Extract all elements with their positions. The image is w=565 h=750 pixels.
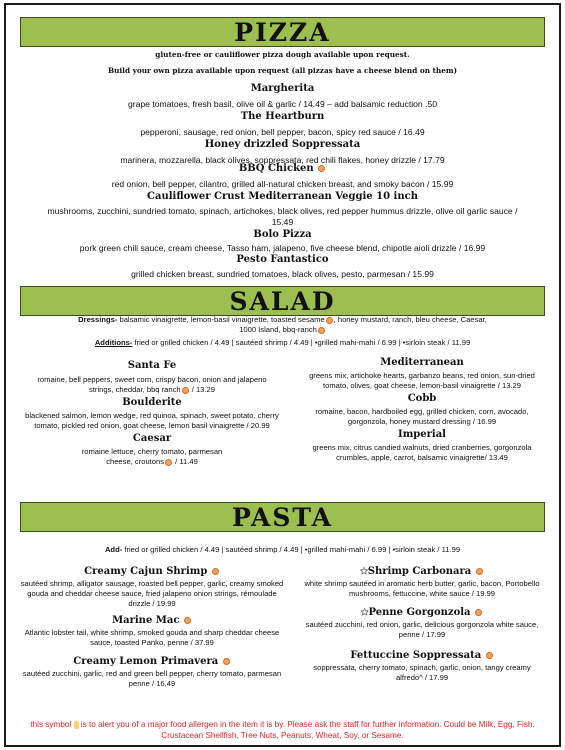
additions-label: Additions- [94, 338, 133, 347]
salad-additions [14, 338, 551, 348]
pizza-item-desc: pork green chili sauce, cream cheese, Tasso ham, jalapeno, five cheese blend, chipotle aioli drizzle / 16.99 [79, 243, 486, 253]
pasta-banner [20, 502, 545, 532]
pizza-item-name: Bolo Pizza [253, 229, 312, 240]
dressings-text-a: balsamic vinaigrette, lemon-basil vinaigrette, toasted sesame [117, 315, 325, 324]
pasta-item-desc: sautéed zucchini, garlic, red and green bell pepper, cherry tomato, parmesan penne / 16.49 [22, 669, 282, 688]
allergen-icon [486, 652, 493, 659]
pizza-item-name: BBQ Chicken [238, 163, 314, 174]
footer-text-a: this symbol [30, 720, 74, 729]
salad-item-desc: romaine, bacon, hardboiled egg, grilled chicken, corn, avocado, gorgonzola, honey mustard dressing / 16.99 [315, 407, 529, 426]
pizza-item-name: The Heartburn [240, 111, 325, 122]
pasta-item-desc: soppressata, cherry tomato, spinach, garlic, onion, tangy creamy alfredo^ / 17.99 [313, 663, 531, 682]
dressings-label: Dressings- [78, 315, 118, 324]
salad-item-desc-a: romaine, bell peppers, sweet corn, crispy bacon, onion and jalapeno strings, cheddar, bbq ranch [37, 375, 267, 394]
allergen-icon [184, 617, 191, 624]
pasta-item-name: Creamy Cajun Shrimp [84, 566, 208, 577]
dressings-text-b: , honey mustard, ranch, bleu cheese, Caesar, [333, 315, 487, 324]
pizza-item-desc: red onion, bell pepper, cilantro, grilled all-natural chicken breast, and smoky bacon / 15.99 [111, 179, 454, 189]
pasta-item-name: Fettuccine Soppressata [350, 650, 482, 661]
salad-item-desc-b: / 13.29 [189, 385, 215, 394]
pasta-item-title [16, 566, 288, 577]
salad-item-desc: greens mix, citrus candied walnuts, dried cranberries, gorgonzola crumbles, apple, carrot, balsamic vinaigrette/ 13.49 [312, 443, 532, 462]
footer-text-b: is to alert you of a major food allergen in the item it is by. Please ask the staff for further information. Could be Milk, Egg, Fish, Crustacean Shellfish, Tree Nuts, Peanuts, Wheat, Soy, or Sesame. [78, 720, 535, 740]
pasta-item-title [16, 615, 288, 626]
pasta-item-desc: Atlantic lobster tail, white shrimp, smoked gouda and sharp cheddar cheese sauce, toasted Panko, penne / 37.99 [24, 628, 280, 647]
salad-title: SALAD [229, 287, 336, 316]
salad-item-desc [18, 447, 286, 467]
pizza-item-name: Honey drizzled Soppressata [204, 139, 361, 150]
salad-left-column [18, 360, 286, 467]
pizza-item-name: Margherita [250, 83, 315, 94]
allergen-footer-note [16, 719, 549, 741]
allergen-icon [223, 658, 230, 665]
salad-item-name: Mediterranean [380, 357, 464, 368]
pizza-item-desc: grilled chicken breast, sundried tomatoes, black olives, pesto, parmesan / 15.99 [131, 269, 434, 279]
salad-item-desc [18, 375, 286, 395]
star-icon: ✩ [360, 608, 369, 618]
pizza-item-desc: marinera, mozzarella, black olives, soppressata, red chili flakes, honey drizzle / 17.79 [120, 155, 445, 165]
pasta-item-desc: white shrimp sautéed in aromatic herb butter, garlic, bacon, Portobello mushrooms, fettuccine, white sauce / 19.99 [304, 579, 540, 598]
pasta-item-name: Shrimp Carbonara [367, 566, 472, 577]
pizza-item-desc: grape tomatoes, fresh basil, olive oil & garlic / 14.49 – add balsamic reduction .50 [127, 99, 438, 109]
allergen-icon [165, 459, 172, 466]
pizza-item-desc: mushrooms, zucchini, sundried tomato, spinach, artichokes, black olives, red pepper hummus drizzle, olive oil garlic sauce / 15.49 [47, 206, 518, 227]
salad-item-desc-a: romaine lettuce, cherry tomato, parmesan cheese, croutons [81, 447, 223, 466]
pizza-item-name: Cauliflower Crust Mediterranean Veggie 10 inch [147, 191, 418, 202]
pasta-item-name: Creamy Lemon Primavera [73, 656, 219, 667]
salad-item-desc: blackened salmon, lemon wedge, red quinoa, spinach, sweet potato, cherry tomato, pickled red onion, goat cheese, lemon basil vinaigrette / 20.99 [25, 411, 279, 430]
salad-item-name: Imperial [398, 429, 446, 440]
pizza-title: PIZZA [234, 18, 331, 47]
dressings-text-c: 1000 Island, bbq-ranch [239, 325, 317, 334]
pasta-item-title [291, 566, 553, 577]
pasta-add [14, 545, 551, 555]
pizza-item-name: Pesto Fantastico [236, 254, 329, 265]
allergen-icon [326, 317, 333, 324]
salad-item-name: Boulderite [122, 397, 182, 408]
pasta-item-title [16, 656, 288, 667]
allergen-icon [318, 165, 325, 172]
salad-item-desc-b: / 11.49 [173, 457, 198, 466]
pizza-item-desc: pepperoni, sausage, red onion, bell pepper, bacon, spicy red sauce / 16.49 [140, 127, 425, 137]
salad-banner [20, 286, 545, 316]
allergen-icon [212, 568, 219, 575]
pasta-item-title [291, 650, 553, 661]
salad-item-name: Caesar [132, 433, 172, 444]
pasta-right-column [291, 566, 553, 683]
salad-item-name: Cobb [407, 393, 437, 404]
additions-text: fried or grilled chicken / 4.49 | sautéed shrimp / 4.49 | •grilled mahi-mahi / 6.99 | •sirloin steak / 11.99 [132, 338, 471, 347]
allergen-icon [476, 568, 483, 575]
pasta-item-name: Marine Mac [112, 615, 180, 626]
pasta-add-label: Add- [104, 545, 123, 554]
menu-page [4, 3, 561, 747]
allergen-icon [475, 609, 482, 616]
salad-right-column [291, 357, 553, 463]
allergen-icon [182, 387, 189, 394]
pasta-add-text: fried or grilled chicken / 4.49 | sautéed shrimp / 4.49 | •grilled mahi-mahi / 6.99 | •sirloin steak / 11.99 [122, 545, 461, 554]
pasta-item-name: Penne Gorgonzola [368, 607, 471, 618]
salad-item-name: Santa Fe [127, 360, 177, 371]
pizza-note-2: Build your own pizza available upon request (all pizzas have a cheese blend on them) [107, 66, 458, 75]
pasta-item-desc: sautéed shrimp, alligator sausage, roasted bell pepper, garlic, creamy smoked gouda and cheddar cheese sauce, fried jalapeno onion strings, rémoulade drizzle / 19.99 [20, 579, 284, 608]
pizza-banner [20, 17, 545, 47]
allergen-icon [318, 327, 325, 334]
pasta-item-title [291, 607, 553, 618]
pasta-title: PASTA [231, 503, 334, 532]
star-icon: ✩ [360, 567, 368, 577]
pasta-item-desc: sautéed zucchini, red onion, garlic, delicious gorgonzola white sauce, penne / 17.99 [305, 620, 539, 639]
pizza-note-1: gluten-free or cauliflower pizza dough available upon request. [155, 50, 410, 59]
salad-dressings [36, 315, 529, 335]
salad-item-desc: greens mix, artichoke hearts, garbanzo beans, red onion, sun-dried tomato, olives, goat cheese, lemon-basil vinaigrette / 13.29 [309, 371, 535, 390]
pizza-item-name-bbq [14, 163, 551, 174]
pasta-left-column [16, 566, 288, 689]
